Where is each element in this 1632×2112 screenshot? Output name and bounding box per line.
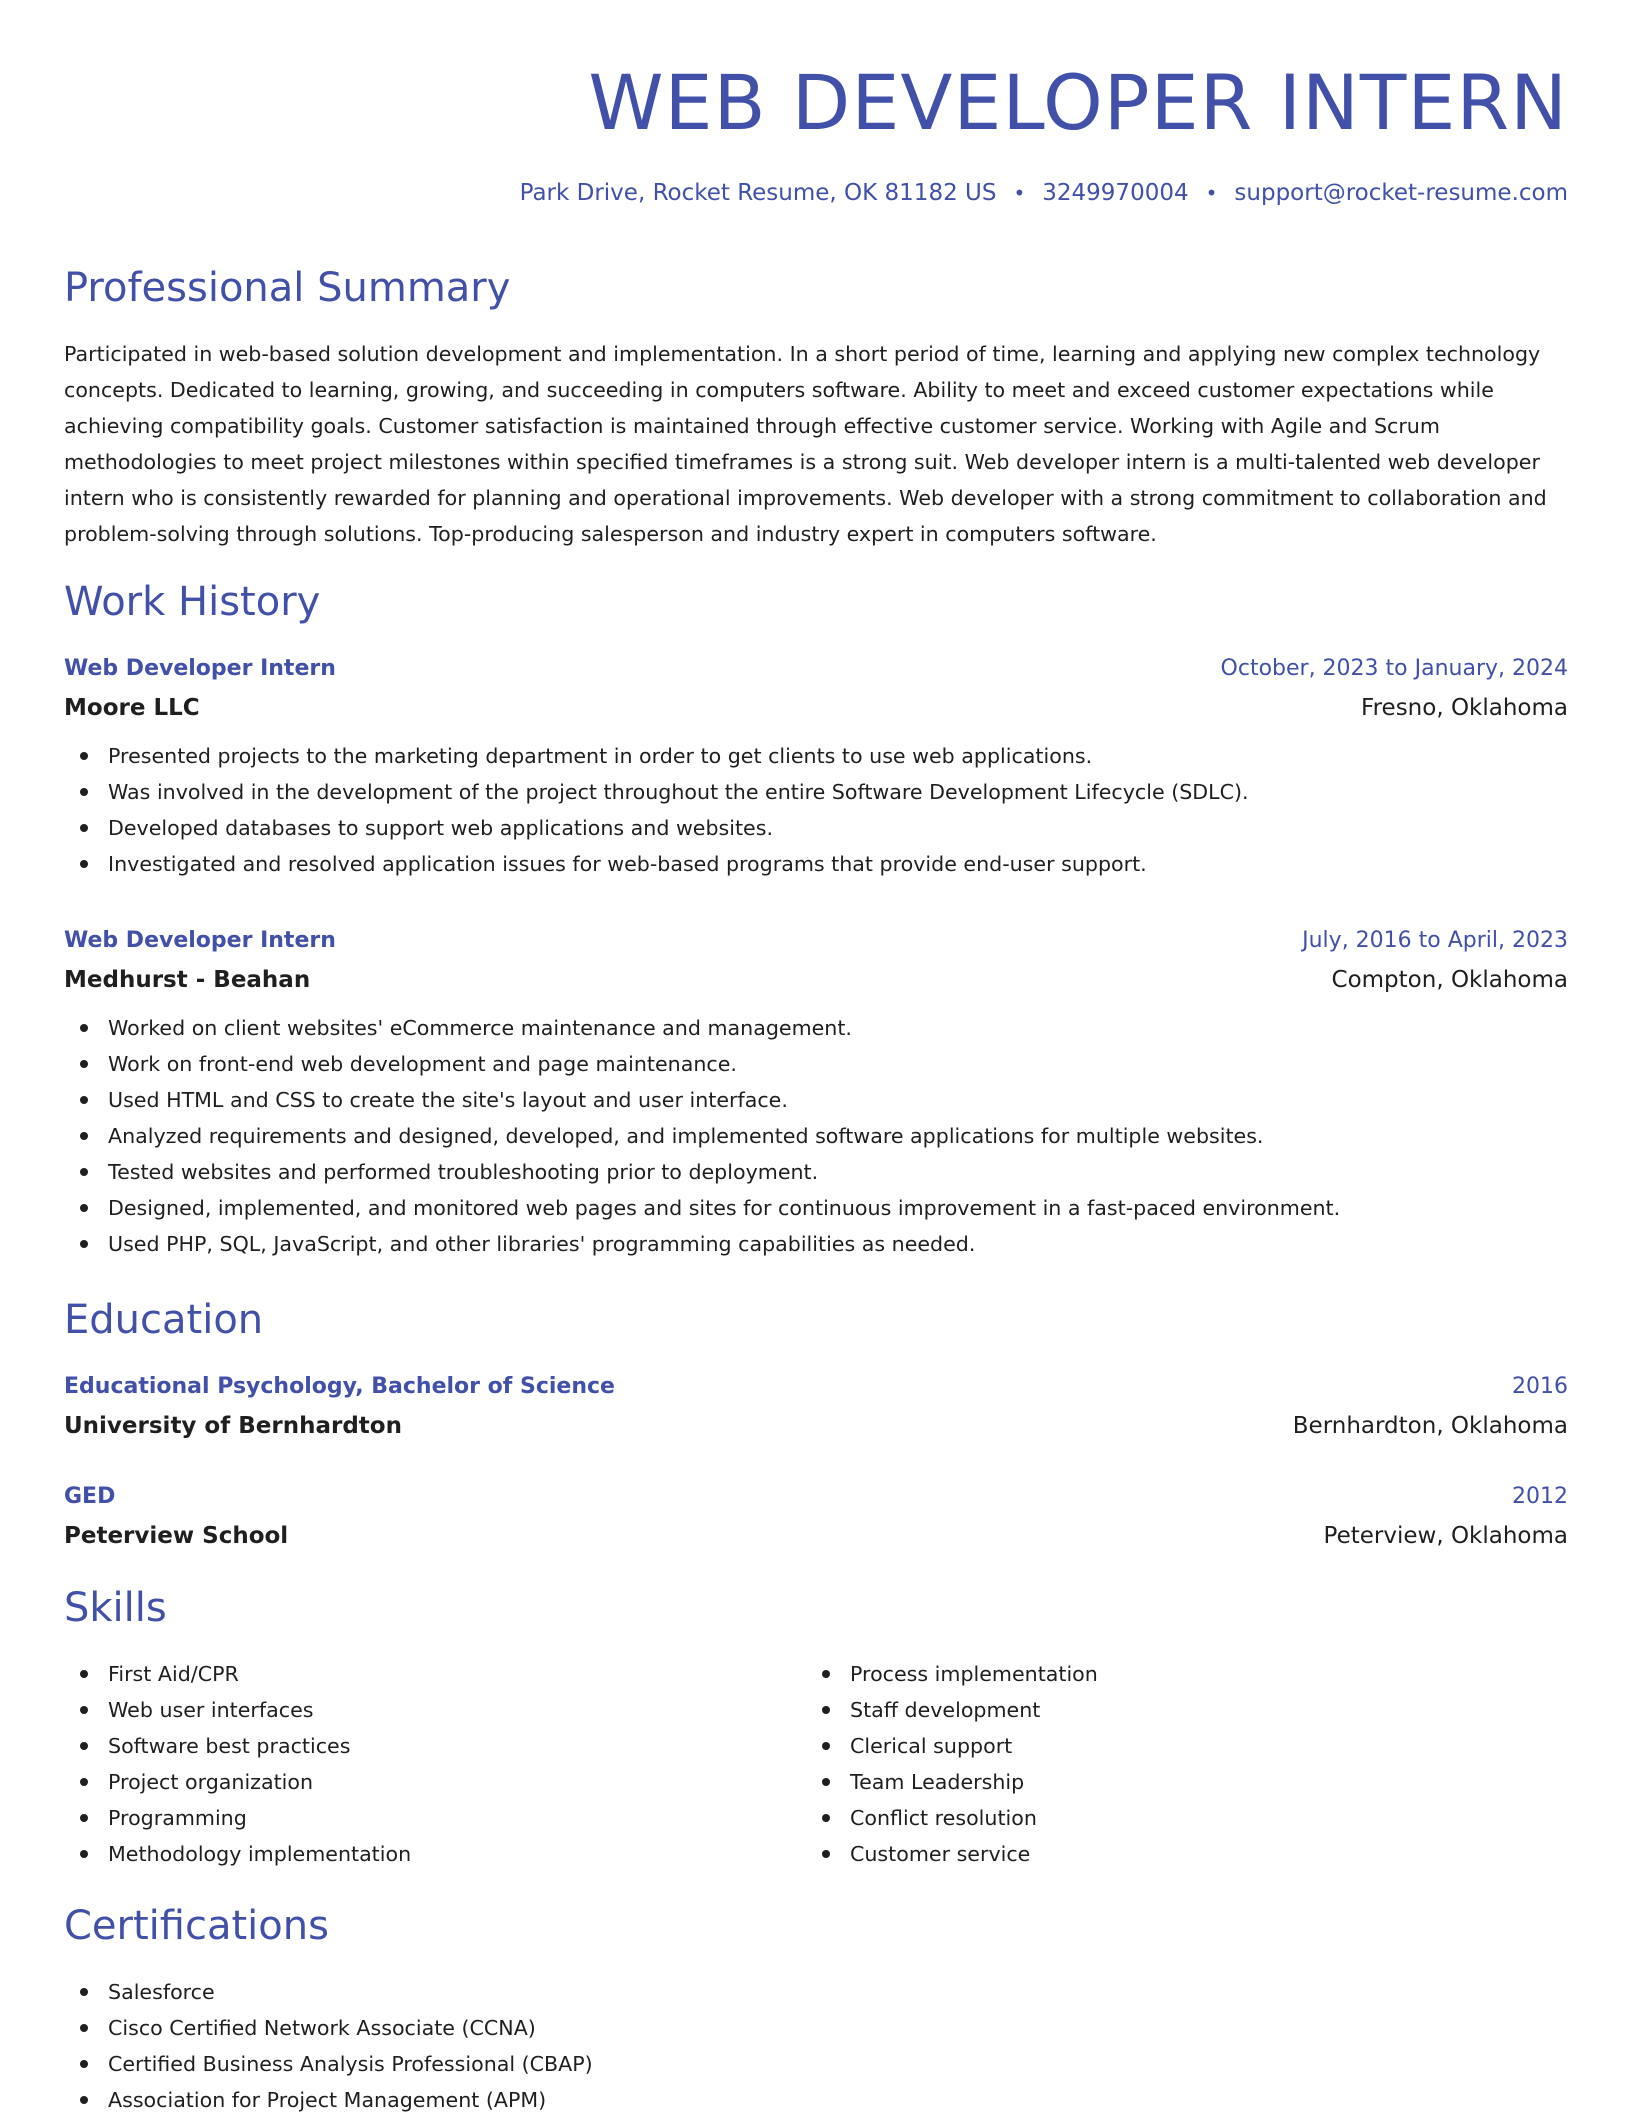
- list-item: Certified Business Analysis Professional (CBAP): [64, 2046, 593, 2082]
- list-item: First Aid/CPR: [64, 1656, 806, 1692]
- list-item: Developed databases to support web applications and websites.: [64, 810, 1568, 846]
- graduation-year: 2016: [1512, 1374, 1568, 1399]
- skills-list-right: [806, 1656, 1548, 1872]
- list-item: Web user interfaces: [64, 1692, 806, 1728]
- list-item: Designed, implemented, and monitored web pages and sites for continuous improvement in a fast-paced environment.: [64, 1190, 1568, 1226]
- job-entry: [64, 926, 1568, 1262]
- job-subheader: [64, 692, 1568, 724]
- list-item: Cisco Certified Network Associate (CCNA): [64, 2010, 593, 2046]
- job-header: [64, 654, 1568, 684]
- separator-dot: •: [1013, 181, 1026, 205]
- list-item: Programming: [64, 1800, 806, 1836]
- skills-list-left: [64, 1656, 806, 1872]
- list-item: Used HTML and CSS to create the site's layout and user interface.: [64, 1082, 1568, 1118]
- list-item: Clerical support: [806, 1728, 1548, 1764]
- summary-text: Participated in web-based solution development and implementation. In a short period of time, learning and applying new complex technology concepts. Dedicated to learning, growing, and succeeding in computers software. Ability to meet and exceed customer expectations while achieving compatibility goals. Customer satisfaction is maintained through effective customer service. Working with Agile and Scrum methodologies to meet project milestones within specified timeframes is a strong suit. Web developer intern is a multi-talented web developer intern who is consistently rewarded for planning and operational improvements. Web developer with a strong commitment to collaboration and problem-solving through solutions. Top-producing salesperson and industry expert in computers software.: [64, 342, 1547, 546]
- list-item: Was involved in the development of the project throughout the entire Software Development Lifecycle (SDLC).: [64, 774, 1568, 810]
- list-item: Association for Project Management (APM): [64, 2082, 593, 2112]
- separator-dot: •: [1205, 181, 1218, 205]
- list-item: Worked on client websites' eCommerce maintenance and management.: [64, 1010, 1568, 1046]
- list-item: Software best practices: [64, 1728, 806, 1764]
- job-location: Compton, Oklahoma: [1331, 967, 1568, 993]
- section-title-education: Education: [64, 1297, 264, 1343]
- list-item: Methodology implementation: [64, 1836, 806, 1872]
- graduation-year: 2012: [1512, 1484, 1568, 1509]
- list-item: Customer service: [806, 1836, 1548, 1872]
- school: University of Bernhardton: [64, 1413, 402, 1439]
- list-item: Work on front-end web development and page maintenance.: [64, 1046, 1568, 1082]
- section-title-certifications: Certifications: [64, 1903, 329, 1949]
- education-header: [64, 1482, 1568, 1512]
- contact-line: [520, 180, 1568, 206]
- education-entry: [64, 1372, 1568, 1442]
- certifications-section: [64, 1974, 593, 2112]
- job-role: Web Developer Intern: [64, 656, 336, 681]
- job-bullets: [64, 1010, 1568, 1262]
- degree: GED: [64, 1484, 116, 1509]
- list-item: Used PHP, SQL, JavaScript, and other libraries' programming capabilities as needed.: [64, 1226, 1568, 1262]
- certifications-list: [64, 1974, 593, 2112]
- job-dates: July, 2016 to April, 2023: [1302, 928, 1568, 953]
- skills-columns: [64, 1656, 1568, 1872]
- list-item: Project organization: [64, 1764, 806, 1800]
- job-bullets: [64, 738, 1568, 882]
- address: Park Drive, Rocket Resume, OK 81182 US: [519, 180, 997, 206]
- job-company: Medhurst - Beahan: [64, 967, 311, 993]
- list-item: Staff development: [806, 1692, 1548, 1728]
- list-item: Presented projects to the marketing department in order to get clients to use web applications.: [64, 738, 1568, 774]
- job-header: [64, 926, 1568, 956]
- job-location: Fresno, Oklahoma: [1361, 695, 1568, 721]
- school: Peterview School: [64, 1523, 289, 1549]
- phone: 3249970004: [1042, 180, 1189, 206]
- list-item: Analyzed requirements and designed, developed, and implemented software applications for multiple websites.: [64, 1118, 1568, 1154]
- school-location: Peterview, Oklahoma: [1323, 1523, 1568, 1549]
- education-header: [64, 1372, 1568, 1402]
- list-item: Tested websites and performed troubleshooting prior to deployment.: [64, 1154, 1568, 1190]
- list-item: Process implementation: [806, 1656, 1548, 1692]
- list-item: Conflict resolution: [806, 1800, 1548, 1836]
- degree: Educational Psychology, Bachelor of Science: [64, 1374, 615, 1399]
- education-subheader: [64, 1520, 1568, 1552]
- job-dates: October, 2023 to January, 2024: [1220, 656, 1568, 681]
- list-item: Investigated and resolved application issues for web-based programs that provide end-user support.: [64, 846, 1568, 882]
- education-entry: [64, 1482, 1568, 1552]
- candidate-title: WEB DEVELOPER INTERN: [588, 58, 1568, 147]
- section-title-summary: Professional Summary: [64, 265, 511, 311]
- school-location: Bernhardton, Oklahoma: [1292, 1413, 1568, 1439]
- job-role: Web Developer Intern: [64, 928, 336, 953]
- list-item: Team Leadership: [806, 1764, 1548, 1800]
- email-link[interactable]: support@rocket-resume.com: [1234, 180, 1568, 206]
- section-title-skills: Skills: [64, 1585, 167, 1631]
- job-company: Moore LLC: [64, 695, 200, 721]
- education-subheader: [64, 1410, 1568, 1442]
- list-item: Salesforce: [64, 1974, 593, 2010]
- job-entry: [64, 654, 1568, 882]
- section-title-work: Work History: [64, 579, 321, 625]
- job-subheader: [64, 964, 1568, 996]
